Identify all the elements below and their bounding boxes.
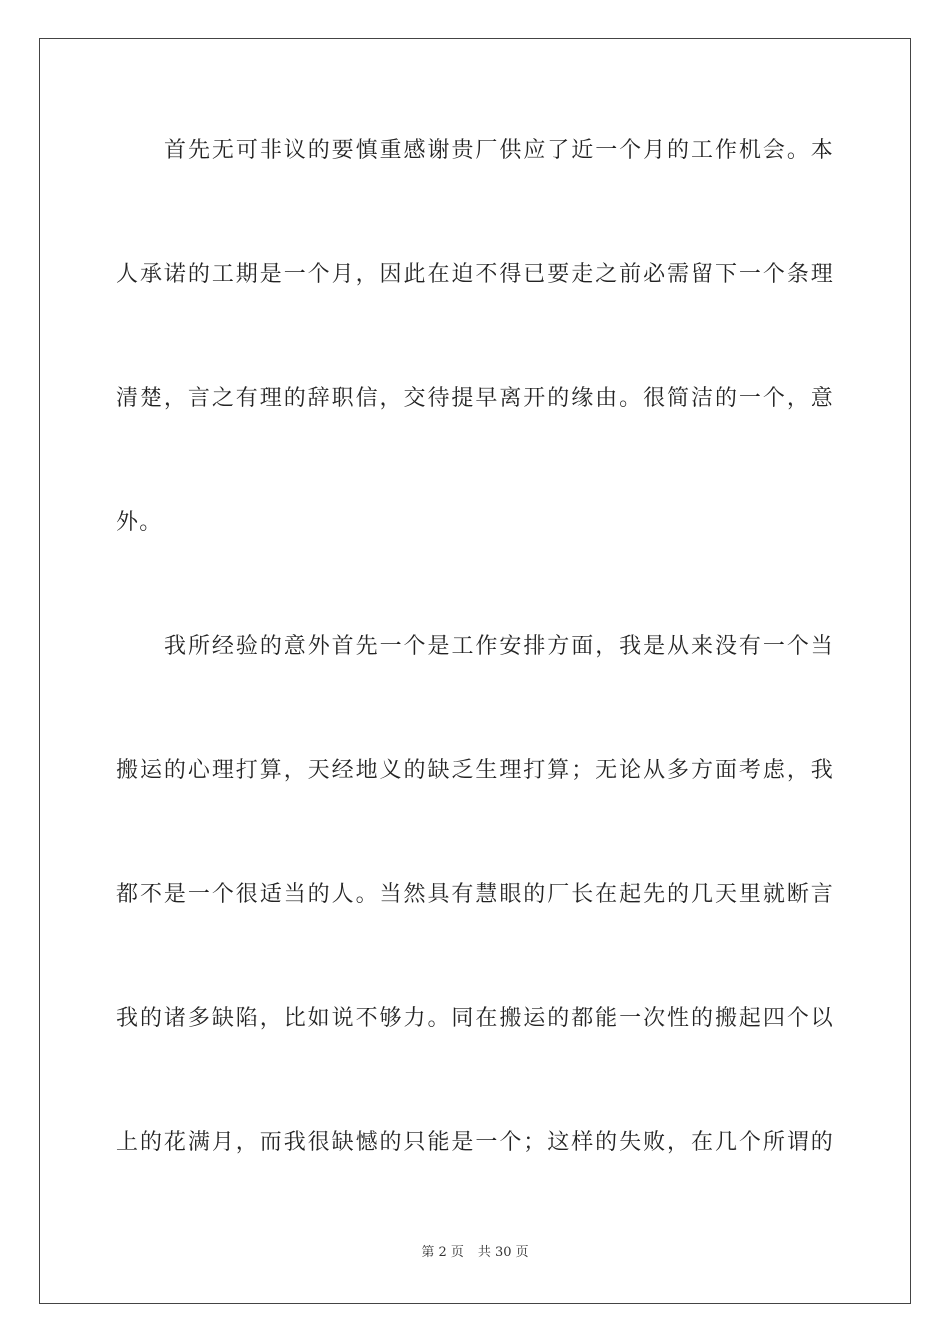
page-border [39, 38, 911, 1304]
paragraph-2-line-3: 都不是一个很适当的人。当然具有慧眼的厂长在起先的几天里就断言 [116, 882, 834, 907]
page-number: 第 2 页 [421, 1245, 464, 1260]
paragraph-1-line-2: 人承诺的工期是一个月，因此在迫不得已要走之前必需留下一个条理 [116, 262, 834, 287]
paragraph-2-line-1: 我所经验的意外首先一个是工作安排方面，我是从来没有一个当 [164, 634, 834, 659]
paragraph-1-line-3: 清楚，言之有理的辞职信，交待提早离开的缘由。很简洁的一个，意 [116, 386, 834, 411]
paragraph-2-line-4: 我的诸多缺陷，比如说不够力。同在搬运的都能一次性的搬起四个以 [116, 1006, 834, 1031]
paragraph-1-line-1: 首先无可非议的要慎重感谢贵厂供应了近一个月的工作机会。本 [164, 138, 834, 163]
total-pages: 共 30 页 [477, 1245, 529, 1260]
paragraph-2-line-2: 搬运的心理打算，天经地义的缺乏生理打算；无论从多方面考虑，我 [116, 758, 834, 783]
paragraph-1-line-4: 外。 [116, 510, 163, 535]
paragraph-2-line-5: 上的花满月，而我很缺憾的只能是一个；这样的失败，在几个所谓的 [116, 1130, 834, 1155]
page-footer [0, 1244, 950, 1262]
